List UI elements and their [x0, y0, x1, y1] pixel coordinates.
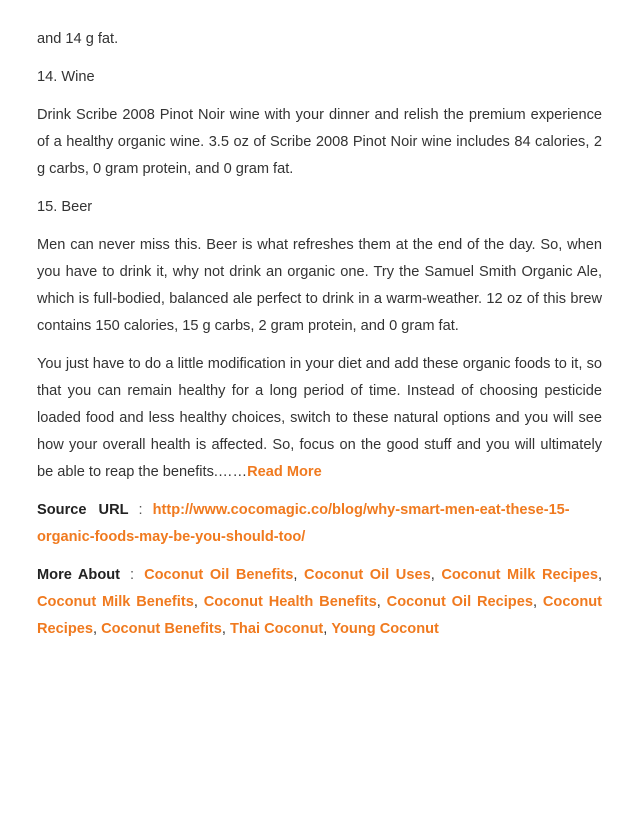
source-colon: : [138, 502, 143, 518]
link-separator: , [430, 567, 442, 583]
more-about-line [37, 562, 602, 643]
paragraph-wine: Drink Scribe 2008 Pinot Noir wine with your dinner and relish the premium experience of a healthy organic wine. 3.5 oz of Scribe 2008 Pinot Noir wine includes 84 calories, 2 g carbs, 0 gram protein, and 0 gram fat. [37, 107, 602, 177]
link-separator: , [193, 594, 204, 610]
link-separator: , [293, 567, 305, 583]
more-about-link[interactable]: Coconut Oil Uses [304, 567, 431, 583]
heading-beer: 15. Beer [37, 199, 93, 215]
more-about-link[interactable]: Young Coconut [331, 621, 439, 637]
more-about-link[interactable]: Coconut Recipes [37, 594, 603, 637]
link-separator: , [92, 621, 102, 637]
link-separator: , [376, 594, 387, 610]
more-about-link[interactable]: Coconut Milk Benefits [37, 594, 194, 610]
link-separator: , [532, 594, 543, 610]
document-page [37, 26, 602, 654]
more-about-link[interactable]: Coconut Health Benefits [203, 594, 377, 610]
more-about-link[interactable]: Coconut Milk Recipes [441, 567, 598, 583]
paragraph-beer: Men can never miss this. Beer is what refreshes them at the end of the day. So, when you have to drink it, why not drink an organic one. Try the Samuel Smith Organic Ale, which is full-bodied, balanced ale perfect to drink in a warm-weather. 12 oz of this brew contains 150 calories, 15 g carbs, 2 gram protein, and 0 gram fat. [37, 237, 602, 334]
more-about-label: More About [37, 567, 121, 583]
heading-wine: 14. Wine [37, 69, 95, 85]
paragraph-fat-tail: and 14 g fat. [37, 31, 119, 47]
read-more-link[interactable]: Read More [247, 464, 322, 480]
more-about-colon: : [130, 567, 135, 583]
more-about-link[interactable]: Coconut Oil Recipes [386, 594, 533, 610]
source-url-label: Source URL [37, 502, 129, 518]
more-about-link[interactable]: Coconut Benefits [101, 621, 222, 637]
more-about-link[interactable]: Thai Coconut [230, 621, 324, 637]
link-separator: , [597, 567, 603, 583]
conclusion-text: You just have to do a little modification in your diet and add these organic foods to it, so that you can remain healthy for a long period of time. Instead of choosing pesticide loaded food and less healthy choices, switch to these natural options and you will see how your overall health is affected. So, focus on the good stuff and you will ultimately be able to reap the benefits.…… [37, 356, 602, 480]
more-about-link[interactable]: Coconut Oil Benefits [144, 567, 294, 583]
source-url-link[interactable]: http://www.cocomagic.co/blog/why-smart-men-eat-these-15-organic-foods-may-be-you-should-too/ [37, 502, 570, 545]
link-separator: , [221, 621, 231, 637]
paragraph-conclusion [37, 351, 602, 486]
source-url-line [37, 497, 602, 551]
link-separator: , [323, 621, 332, 637]
